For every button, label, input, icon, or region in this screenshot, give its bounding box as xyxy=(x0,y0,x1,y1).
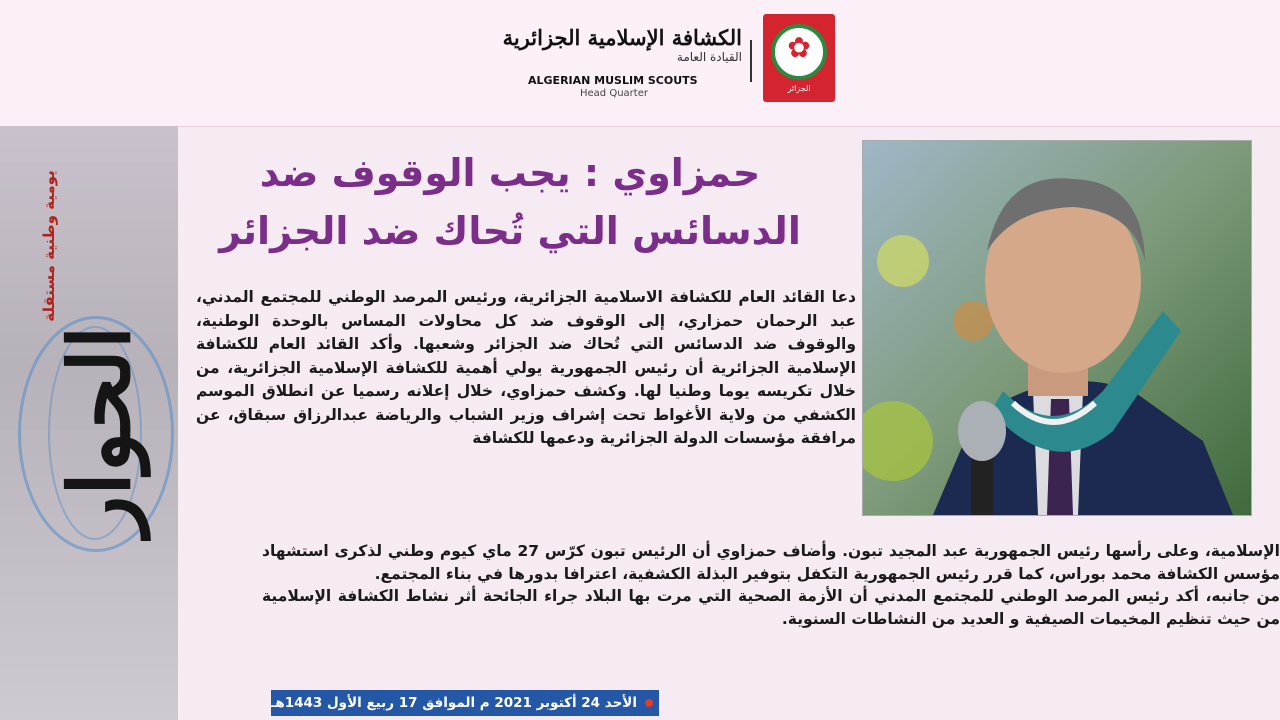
article-paragraph-1: الإسلامية، وعلى رأسها رئيس الجمهورية عبد المجيد تبون. وأضاف حمزاوي أن الرئيس تبون كرّس 27 ماي كيوم وطني لذكرى استشهاد مؤسس الكشافة محمد بوراس، كما قرر رئيس الجمهورية التكفل بتوفير البذلة الكشفية، اعترافا بدورها في بناء المجتمع. xyxy=(262,542,1280,583)
logo-label: الجزائر xyxy=(787,84,811,93)
portrait-illustration xyxy=(863,141,1251,515)
org-name-block xyxy=(498,26,742,64)
date-bullet-icon xyxy=(645,699,653,707)
logo-ring xyxy=(771,24,827,80)
header-divider xyxy=(750,40,752,82)
article-headline xyxy=(190,144,830,260)
newspaper-masthead xyxy=(0,126,178,720)
scouts-logo xyxy=(763,14,835,102)
article-body-wide xyxy=(262,540,1280,630)
org-subtitle-arabic: القيادة العامة xyxy=(676,50,742,64)
article-body-column: دعا القائد العام للكشافة الاسلامية الجزائرية، ورئيس المرصد الوطني للمجتمع المدني، عبد الرحمان حمزاري، إلى الوقوف ضد كل محاولات المساس بالوحدة الوطنية، والوقوف ضد الدسائس التي تُحاك ضد الجزائر وشعبها. وأكد القائد العام للكشافة الإسلامية الجزائرية أن رئيس الجمهورية يولي أهمية للكشافة الإسلامية الجزائرية، من خلال تكريسه يوما وطنيا لها. وكشف حمزاوي، خلال إعلانه رسميا عن انطلاق الموسم الكشفي من ولاية الأغواط تحت إشراف وزير الشباب والرياضة عبدالرزاق سبقاق، عن مرافقة مؤسسات الدولة الجزائرية ودعمها للكشافة xyxy=(196,288,856,447)
headline-line-1: حمزاوي : يجب الوقوف ضد xyxy=(259,151,761,195)
article-photo xyxy=(862,140,1252,516)
date-text: الأحد 24 أكتوبر 2021 م الموافق 17 ربيع الأول 1443هـ xyxy=(270,695,637,711)
org-name-arabic: الكشافة الإسلامية الجزائرية xyxy=(502,25,742,50)
date-strip xyxy=(271,690,659,716)
header-band xyxy=(0,0,1280,127)
logo-flower-icon: ✿ xyxy=(787,31,811,64)
org-subtitle-english: Head Quarter xyxy=(580,88,648,99)
masthead-subtitle: يومية وطنية مستقلة xyxy=(40,170,58,322)
headline-line-2: الدسائس التي تُحاك ضد الجزائر xyxy=(219,209,801,253)
article-paragraph-2: من جانبه، أكد رئيس المرصد الوطني للمجتمع المدني أن الأزمة الصحية التي مرت بها البلاد جراء الجائحة أثر نشاط الكشافة الإسلامية من حيث تنظيم المخيمات الصيفية و العديد من النشاطات السنوية. xyxy=(262,587,1280,628)
org-name-english: ALGERIAN MUSLIM SCOUTS xyxy=(528,74,698,87)
masthead-title: الحوار xyxy=(50,325,149,537)
